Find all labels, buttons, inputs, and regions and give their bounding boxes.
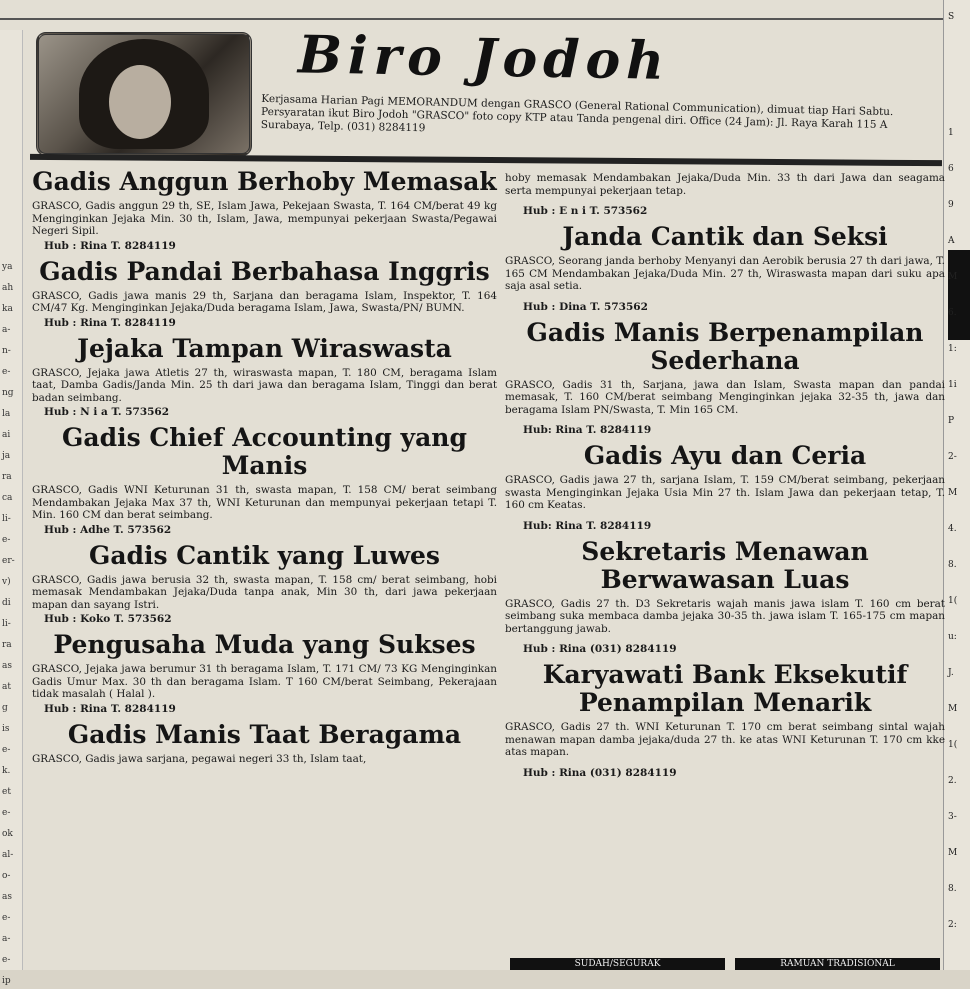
ad-heading: Gadis Manis Taat Beragama	[67, 719, 462, 749]
edge-text-fragment: ai	[2, 430, 11, 440]
edge-text-fragment: 1	[948, 128, 954, 138]
edge-text-fragment: 4.	[948, 524, 957, 534]
ad-contact: Hub : N i a T. 573562	[44, 406, 170, 418]
ad-contact: Hub: Rina T. 8284119	[523, 424, 652, 436]
edge-text-fragment: 1(	[948, 596, 958, 606]
edge-text-fragment: a-	[2, 325, 11, 335]
ad-heading: Sekretaris Menawan Berwawasan Luas	[581, 536, 869, 594]
edge-text-fragment: g	[2, 703, 8, 713]
ad-heading: Gadis Cantik yang Luwes	[89, 540, 440, 570]
classified-ad	[505, 172, 945, 217]
ad-contact: Hub : Rina (031) 8284119	[523, 766, 677, 779]
ad-contact: Hub : Rina (031) 8284119	[523, 643, 677, 655]
bottom-tab-1: SUDAH/SEGURAK	[510, 958, 725, 970]
edge-text-fragment: 8.	[948, 560, 957, 570]
edge-text-fragment: 1i	[948, 380, 957, 390]
edge-text-fragment: as	[2, 892, 12, 902]
ad-body: GRASCO, Seorang janda berhoby Menyanyi dan Aerobik berusia 27 th dari jawa, T. 165 CM Mendambakan Jejaka/Duda Min. 27 th, Wiraswasta mapan dari suku apa saja asal setia.	[505, 255, 945, 292]
ad-contact: Hub : E n i T. 573562	[523, 205, 648, 217]
edge-text-fragment: n-	[2, 346, 11, 356]
edge-text-fragment: M	[948, 704, 958, 714]
classified-ad	[32, 721, 497, 766]
edge-text-fragment: la	[2, 409, 11, 419]
ad-contact: Hub : Rina T. 8284119	[44, 702, 176, 715]
classified-ad	[32, 631, 497, 715]
edge-text-fragment: S	[948, 12, 955, 22]
classified-ad	[505, 661, 945, 779]
edge-text-fragment: ng	[2, 388, 14, 398]
edge-text-fragment: li-	[2, 619, 11, 629]
edge-text-fragment: ja	[2, 451, 11, 461]
right-ad-column	[505, 168, 945, 785]
edge-text-fragment: al-	[2, 850, 14, 860]
ad-body: GRASCO, Gadis WNI Keturunan 31 th, swasta mapan, T. 158 CM/ berat seimbang Mendambakan Jejaka Max 37 th, WNI Keturunan dan mempunyai pekerjaan tetapi T. Min. 160 CM dan berat seimbang.	[32, 484, 497, 521]
ad-heading: Karyawati Bank Eksekutif Penampilan Menarik	[542, 660, 908, 717]
masthead	[28, 26, 943, 158]
edge-text-fragment: ya	[2, 262, 13, 272]
ad-body: hoby memasak Mendambakan Jejaka/Duda Min. 33 th dari Jawa dan seagama serta mempunyai pekerjaan tetap.	[505, 172, 945, 197]
classified-ad	[505, 319, 945, 437]
right-edge-column	[943, 0, 970, 970]
edge-text-fragment: e-	[2, 913, 11, 923]
ad-contact: Hub : Rina T. 8284119	[44, 316, 176, 329]
portrait-face	[109, 65, 171, 139]
ad-body: GRASCO, Jejaka jawa Atletis 27 th, wiraswasta mapan, T. 180 CM, beragama Islam taat, Damba Gadis/Janda Min. 25 th dari jawa dan beragama Islam, Tinggi dan berat badan seimbang.	[32, 366, 497, 404]
edge-text-fragment: e-	[2, 535, 11, 545]
edge-text-fragment: ah	[2, 283, 14, 293]
edge-text-fragment: u:	[948, 632, 957, 642]
classified-ad	[32, 258, 497, 329]
edge-text-fragment: M	[948, 272, 958, 282]
edge-text-fragment: 6	[948, 164, 954, 174]
edge-text-fragment: ka	[2, 304, 13, 314]
edge-text-fragment: li-	[2, 514, 11, 524]
edge-text-fragment: et	[2, 787, 11, 797]
edge-text-fragment: e-	[2, 745, 11, 755]
ad-body: GRASCO, Gadis jawa manis 29 th, Sarjana dan beragama Islam, Inspektor, T. 164 CM/47 Kg. Menginginkan Jejaka/Duda beragama Islam, Jawa, Swasta/PN/ BUMN.	[32, 289, 497, 314]
ad-contact: Hub : Dina T. 573562	[523, 300, 648, 313]
edge-text-fragment: e-	[2, 955, 11, 965]
edge-text-fragment: M	[948, 848, 958, 858]
edge-text-fragment: 6.	[948, 308, 957, 318]
edge-text-fragment: v)	[2, 577, 11, 587]
edge-text-fragment: ok	[2, 829, 13, 839]
classified-ad	[505, 223, 945, 313]
top-rule	[0, 18, 970, 20]
edge-text-fragment: 9	[948, 200, 954, 210]
edge-text-fragment: er-	[2, 556, 15, 566]
left-edge-column	[0, 30, 23, 986]
ad-heading: Gadis Pandai Berbahasa Inggris	[39, 256, 490, 286]
edge-text-fragment: 3-	[948, 812, 957, 822]
classified-ad	[32, 542, 497, 626]
classified-ad	[505, 538, 945, 656]
classified-ad	[32, 168, 497, 252]
ad-contact: Hub : Koko T. 573562	[44, 613, 172, 625]
edge-text-fragment: o-	[2, 871, 11, 881]
classified-ad	[32, 424, 497, 536]
edge-text-fragment: 1(	[948, 740, 958, 750]
ad-contact: Hub: Rina T. 8284119	[523, 519, 652, 532]
ad-contact: Hub : Rina T. 8284119	[44, 239, 176, 252]
edge-text-fragment: ra	[2, 472, 12, 482]
edge-text-fragment: e-	[2, 808, 11, 818]
portrait-photo	[36, 32, 252, 156]
ad-heading: Jejaka Tampan Wiraswasta	[77, 333, 452, 363]
edge-text-fragment: M	[948, 488, 958, 498]
ad-heading: Gadis Chief Accounting yang Manis	[62, 423, 467, 480]
edge-text-fragment: ra	[2, 640, 12, 650]
ad-body: GRASCO, Gadis 31 th, Sarjana, jawa dan Islam, Swasta mapan dan pandai memasak, T. 160 CM/berat seimbang Menginginkan jejaka 32-35 th, jawa dan beragama Islam PN/Swasta, T. Min 165 CM.	[505, 378, 945, 416]
edge-text-fragment: at	[2, 682, 11, 692]
edge-text-fragment: P	[948, 416, 955, 426]
ad-body: GRASCO, Gadis 27 th. D3 Sekretaris wajah manis jawa islam T. 160 cm berat seimbang suka membaca damba jejaka 30-35 th. jawa islam T. 165-175 cm mapan bertanggung jawab.	[505, 597, 945, 635]
ad-heading: Gadis Ayu dan Ceria	[583, 441, 867, 470]
ad-body: GRASCO, Gadis anggun 29 th, SE, Islam Jawa, Pekejaan Swasta, T. 164 CM/berat 49 kg Menginginkan Jejaka Min. 30 th, Islam, Jawa, mempunyai pekerjaan Swasta/Pegawai Negeri Sipil.	[32, 200, 497, 237]
ad-body: GRASCO, Gadis jawa sarjana, pegawai negeri 33 th, Islam taat,	[32, 752, 367, 765]
ad-heading: Janda Cantik dan Seksi	[562, 222, 888, 251]
right-edge-dark-block	[948, 250, 970, 340]
ad-body: GRASCO, Gadis 27 th. WNI Keturunan T. 170 cm berat seimbang sintal wajah menawan mapan damba jejaka/duda 27 th. ke atas WNI Keturunan T. 170 cm kke atas mapan.	[505, 721, 945, 758]
ad-heading: Pengusaha Muda yang Sukses	[53, 630, 476, 659]
ad-body: GRASCO, Gadis jawa 27 th, sarjana Islam, T. 159 CM/berat seimbang, pekerjaan swasta Menginginkan Jejaka Usia Min 27 th. Islam Jawa dan pekerjaan tetap, T. 160 cm Keatas.	[505, 474, 945, 511]
classified-ad	[32, 335, 497, 419]
ad-contact: Hub : Adhe T. 573562	[44, 523, 172, 536]
edge-text-fragment: 2-	[948, 452, 957, 462]
section-title: Biro Jodoh	[297, 24, 671, 92]
ad-body: GRASCO, Gadis jawa berusia 32 th, swasta mapan, T. 158 cm/ berat seimbang, hobi memasak Mendambakan Jejaka/Duda tanpa anak, Min 30 th, dari jawa pekerjaan mapan dan sayang Istri.	[32, 573, 497, 611]
ad-heading: Gadis Manis Berpenampilan Sederhana	[526, 317, 924, 375]
bottom-tab-2: RAMUAN TRADISIONAL	[735, 958, 940, 970]
edge-text-fragment: 2:	[948, 920, 957, 930]
edge-text-fragment: k.	[2, 766, 11, 776]
edge-text-fragment: A	[948, 236, 955, 246]
edge-text-fragment: e-	[2, 367, 11, 377]
edge-text-fragment: ca	[2, 493, 13, 503]
edge-text-fragment: is	[2, 724, 10, 734]
ad-body: GRASCO, Jejaka jawa berumur 31 th beragama Islam, T. 171 CM/ 73 KG Menginginkan Gadis Umur Max. 30 th dan beragama Islam. T 160 CM/berat Seimbang, Pekerajaan tidak masalah ( Halal ).	[32, 663, 497, 700]
edge-text-fragment: 1:	[948, 344, 957, 354]
ad-heading: Gadis Anggun Berhoby Memasak	[32, 167, 497, 196]
edge-text-fragment: ip	[2, 976, 11, 986]
edge-text-fragment: a-	[2, 934, 11, 944]
edge-text-fragment: di	[2, 598, 11, 608]
edge-text-fragment: 8.	[948, 884, 957, 894]
left-ad-column	[32, 168, 497, 771]
edge-text-fragment: as	[2, 661, 12, 671]
edge-text-fragment: 2.	[948, 776, 957, 786]
classified-ad	[505, 442, 945, 532]
edge-text-fragment: J.	[948, 668, 954, 678]
section-info: Kerjasama Harian Pagi MEMORANDUM dengan GRASCO (General Rational Communication), dimuat tiap Hari Sabtu. Persyaratan ikut Biro Jodoh "GRASCO" foto copy KTP atau Tanda pengenal diri. Office (24 Jam): Jl. Raya Karah 115 A Surabaya, Telp. (031) 8284119	[260, 92, 894, 135]
